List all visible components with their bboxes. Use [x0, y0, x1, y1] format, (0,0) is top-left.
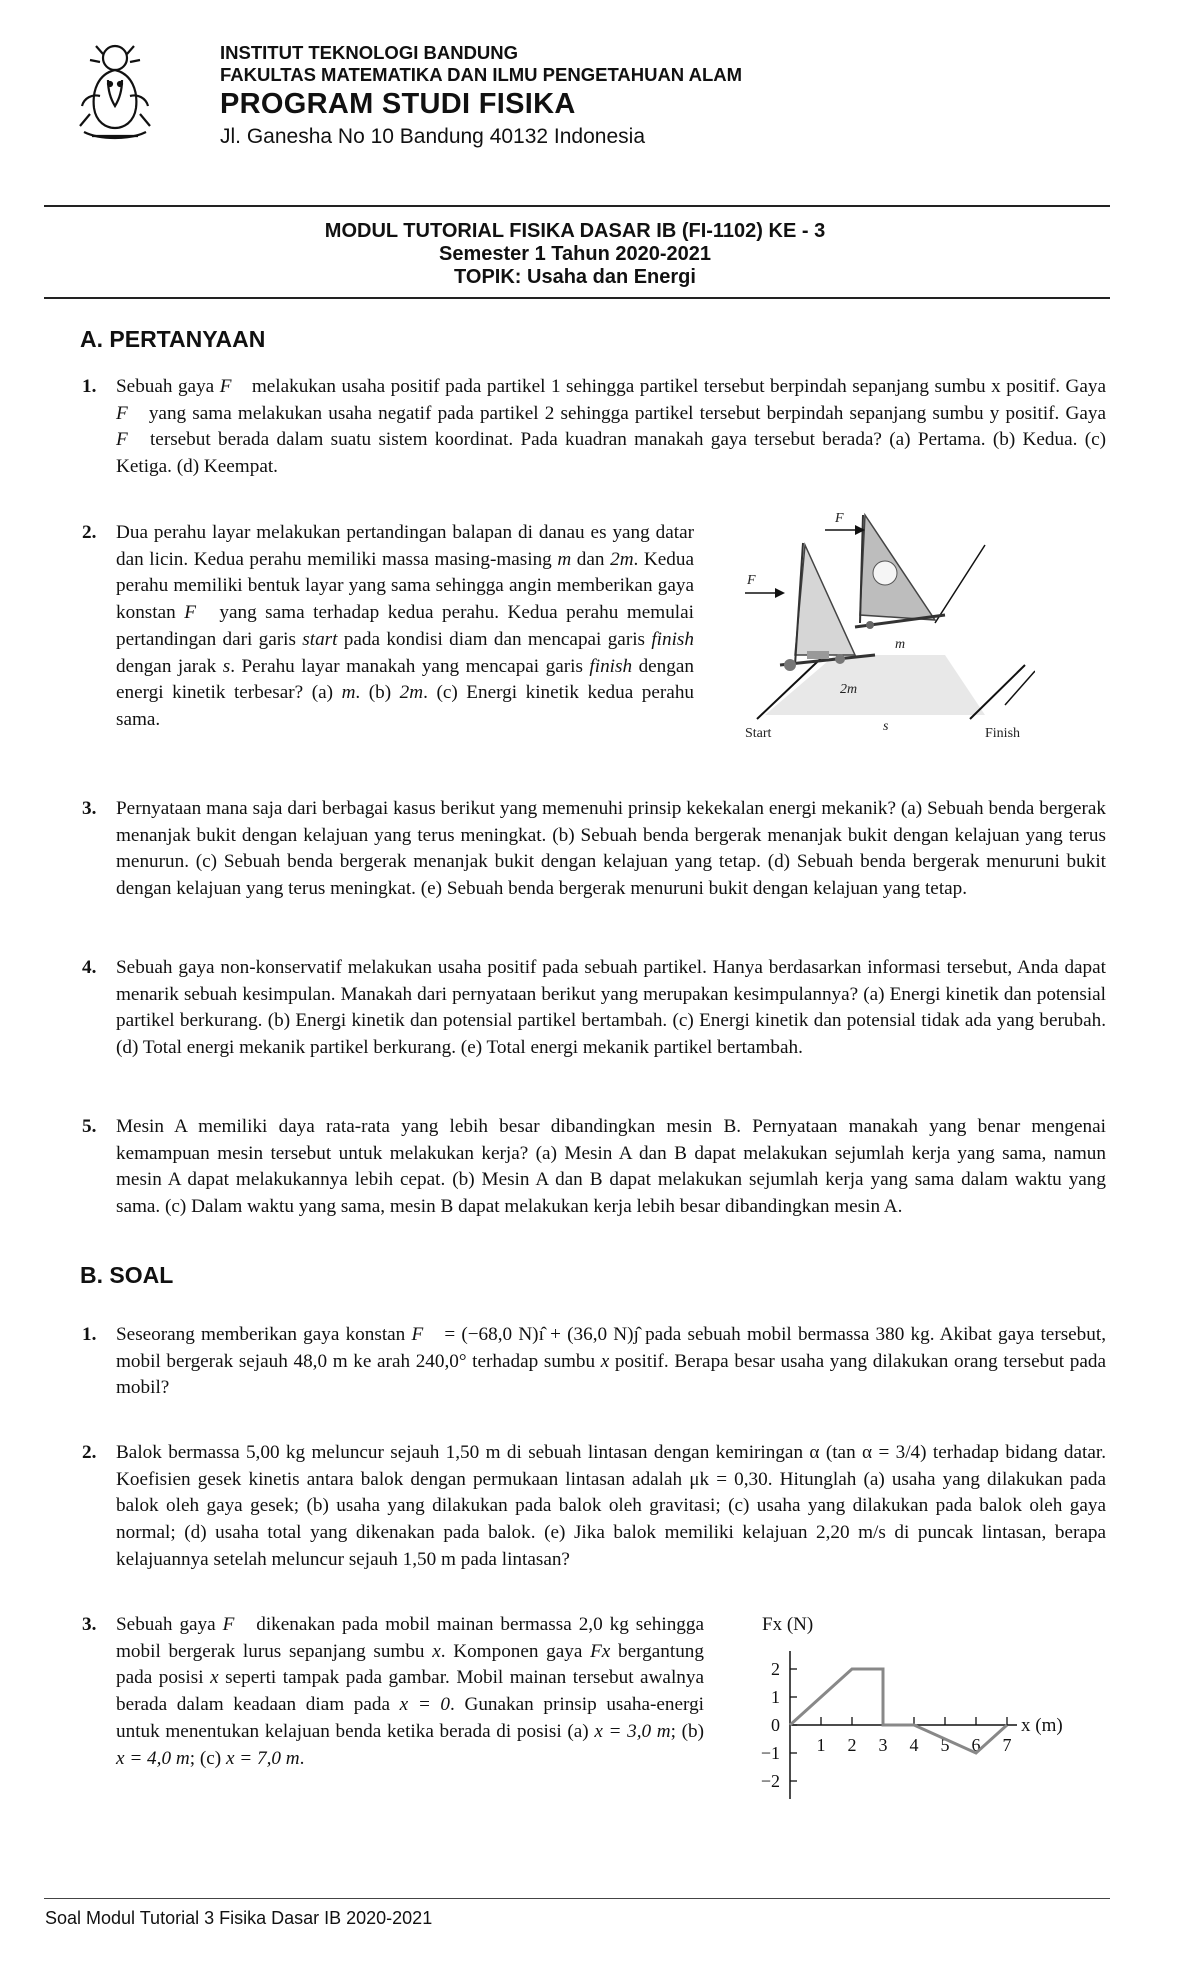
question-number: 5.	[82, 1116, 97, 1137]
problem-number: 2.	[82, 1442, 97, 1463]
title-line-1: MODUL TUTORIAL FISIKA DASAR IB (FI-1102) KE - 3	[324, 220, 826, 242]
question-5: 5. Mesin A memiliki daya rata-rata yang lebih besar dibandingkan mesin B. Pernyataan manakah yang benar mengenai kemampuan mesin tersebut untuk melakukan kerja? (a) Mesin A dan B dapat melakukan sejumlah kerja yang sama, namun mesin A dapat melakukannya lebih cepat. (b) Mesin A dan B dapat melakukan sejumlah kerja yang sama dalam waktu yang sama. (c) Dalam waktu yang sama, mesin B dapat melakukan kerja lebih besar dibandingkan mesin A.	[82, 1116, 1106, 1218]
y-tick-label: 1	[771, 1687, 780, 1707]
footer-rule	[44, 1898, 1110, 1899]
vector-f: F⃗	[116, 402, 143, 424]
x-tick-label: 5	[940, 1735, 950, 1755]
question-1: 1. Sebuah gaya F⃗ melakukan usaha positif pada partikel 1 sehingga partikel tersebut berpindah sepanjang sumbu x positif. Gaya F⃗ yang sama melakukan usaha negatif pada partikel 2 sehingga partikel tersebut berpindah sepanjang sumbu y positif. Gaya F⃗ tersebut berada dalam suatu sistem koordinat. Pada kuadran manakah gaya tersebut berada? (a) Pertama. (b) Kedua. (c) Ketiga. (d) Keempat.	[82, 376, 1106, 478]
question-number: 4.	[82, 957, 97, 978]
vector-f: F⃗	[222, 1614, 250, 1635]
problem-3: 3. Sebuah gaya F⃗ dikenakan pada mobil mainan bermassa 2,0 kg sehingga mobil bergerak lurus sepanjang sumbu x. Komponen gaya Fx bergantung pada posisi x seperti tampak pada gambar. Mobil mainan tersebut awalnya berada dalam keadaan diam pada x = 0. Gunakan prinsip usaha-energi untuk menentukan kelajuan benda ketika berada di posisi (a) x = 3,0 m; (b) x = 4,0 m; (c) x = 7,0 m.	[82, 1614, 704, 1769]
mass-label-2m: 2m	[840, 682, 858, 697]
mass-label-m: m	[895, 637, 906, 652]
question-number: 1.	[82, 376, 97, 397]
question-2: 2. Dua perahu layar melakukan pertandingan balapan di danau es yang datar dan licin. Kedua perahu memiliki massa masing-masing m dan 2m. Kedua perahu memiliki bentuk layar yang sama sehingga angin memberikan gaya konstan F⃗ yang sama terhadap kedua perahu. Kedua perahu memulai pertandingan dari garis start pada kondisi diam dan mencapai garis finish dengan jarak s. Perahu layar manakah yang mencapai garis finish dengan energi kinetik terbesar? (a) m. (b) 2m. (c) Energi kinetik kedua perahu sama.	[82, 522, 695, 730]
itb-ganesha-logo	[70, 36, 160, 146]
problem-number: 3.	[82, 1614, 97, 1635]
vector-f: F⃗	[184, 602, 211, 624]
institution-header	[220, 42, 742, 152]
force-arrow-top	[825, 525, 865, 535]
y-axis-label: Fx (N)	[762, 1614, 814, 1635]
section-a-heading: A. PERTANYAAN	[80, 326, 266, 352]
x-tick-label: 3	[878, 1735, 888, 1755]
module-title	[0, 220, 1150, 289]
institute-name: INSTITUT TEKNOLOGI BANDUNG	[220, 42, 519, 63]
address: Jl. Ganesha No 10 Bandung 40132 Indonesia	[220, 125, 645, 148]
sailboat-race-figure	[735, 505, 1035, 745]
title-line-2: Semester 1 Tahun 2020-2021	[438, 243, 711, 265]
program-name: PROGRAM STUDI FISIKA	[220, 88, 576, 120]
question-4: 4. Sebuah gaya non-konservatif melakukan usaha positif pada sebuah partikel. Hanya berdasarkan informasi tersebut, Anda dapat menarik sebuah kesimpulan. Manakah dari pernyataan berikut yang merupakan kesimpulannya? (a) Energi kinetik dan potensial partikel berkurang. (b) Energi kinetik dan potensial partikel bertambah. (c) Energi kinetik dan potensial tidak ada yang berubah. (d) Total energi mekanik partikel berkurang. (e) Total energi mekanik partikel bertambah.	[82, 957, 1106, 1059]
vector-f: F⃗	[411, 1324, 439, 1345]
problem-number: 1.	[82, 1324, 97, 1345]
page-footer: Soal Modul Tutorial 3 Fisika Dasar IB 2020-2021	[45, 1908, 433, 1928]
finish-label: Finish	[985, 726, 1021, 741]
header-rule	[44, 205, 1110, 207]
question-number: 2.	[82, 522, 97, 543]
section-b-heading: B. SOAL	[80, 1262, 174, 1288]
y-tick-label: −2	[760, 1771, 780, 1791]
faculty-name: FAKULTAS MATEMATIKA DAN ILMU PENGETAHUAN ALAM	[220, 64, 743, 85]
start-label: Start	[745, 726, 772, 741]
question-3: 3. Pernyataan mana saja dari berbagai kasus berikut yang memenuhi prinsip kekekalan energi mekanik? (a) Sebuah benda bergerak menanjak bukit dengan kelajuan yang terus meningkat. (b) Sebuah benda bergerak menanjak bukit dengan kelajuan yang terus menurun. (c) Sebuah benda bergerak menanjak bukit dengan kelajuan yang tetap. (d) Sebuah benda bergerak menuruni bukit dengan kelajuan yang terus meningkat. (e) Sebuah benda bergerak menuruni bukit dengan kelajuan yang tetap.	[82, 798, 1106, 900]
force-arrow-left	[745, 588, 785, 598]
problem-1: 1. Seseorang memberikan gaya konstan F⃗ = (−68,0 N)ı̂ + (36,0 N)ȷ̂ pada sebuah mobil bermassa 380 kg. Akibat gaya tersebut, mobil bergerak sejauh 48,0 m ke arah 240,0° terhadap sumbu x positif. Berapa besar usaha yang dilakukan orang tersebut pada mobil?	[82, 1324, 1107, 1399]
problem-2: 2. Balok bermassa 5,00 kg meluncur sejauh 1,50 m di sebuah lintasan dengan kemiringan α (tan α = 3/4) terhadap bidang datar. Koefisien gesek kinetis antara balok dengan permukaan lintasan adalah μk = 0,30. Hitunglah (a) usaha yang dilakukan pada balok oleh gaya gesek; (b) usaha yang dilakukan pada balok oleh gravitasi; (c) usaha yang dilakukan pada balok oleh gaya normal; (d) usaha total yang dikenakan pada balok. (e) Jika balok memiliki kelajuan 2,20 m/s di puncak lintasan, berapa kelajuannya setelah meluncur sejauh 1,50 m pada lintasan?	[82, 1442, 1106, 1570]
x-axis-label: x (m)	[1021, 1715, 1063, 1736]
y-tick-label: −1	[760, 1743, 780, 1763]
force-label-top: F	[835, 511, 844, 526]
title-rule	[44, 297, 1110, 299]
y-tick-label: 2	[771, 1659, 780, 1679]
x-tick-label: 4	[909, 1735, 919, 1755]
y-tick-label: 0	[771, 1715, 780, 1735]
force-label-left: F	[747, 573, 756, 588]
vector-f: F⃗	[116, 429, 143, 451]
x-tick-label: 1	[816, 1735, 826, 1755]
vector-f: F⃗	[219, 376, 247, 397]
x-tick-label: 6	[971, 1735, 981, 1755]
x-tick-label: 7	[1002, 1735, 1012, 1755]
distance-label: s	[883, 719, 889, 734]
question-number: 3.	[82, 798, 97, 819]
sailboat-m	[855, 515, 945, 629]
x-tick-label: 2	[847, 1735, 857, 1755]
title-line-3: TOPIK: Usaha dan Energi	[454, 266, 696, 288]
force-position-graph	[740, 1610, 1100, 1830]
